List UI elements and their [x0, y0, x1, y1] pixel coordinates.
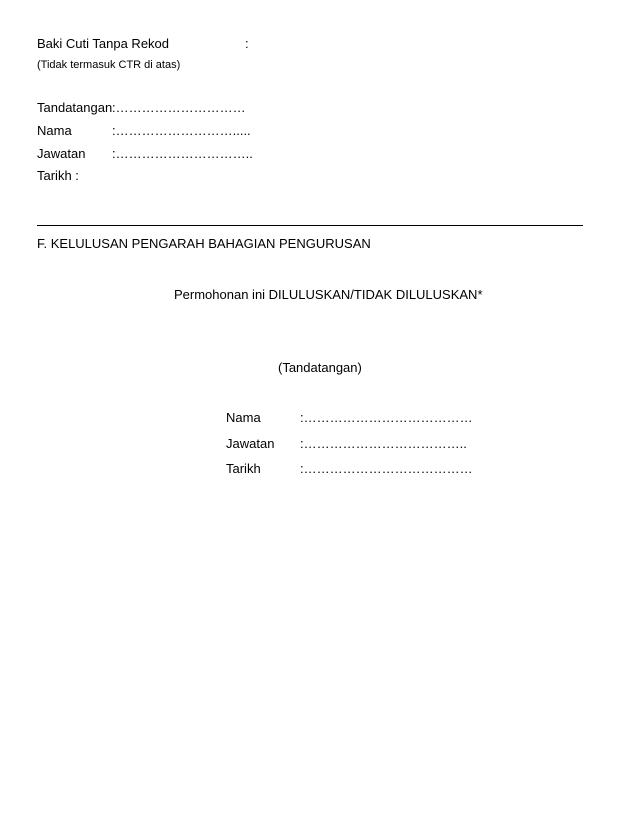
name-label: Nama — [37, 123, 72, 138]
leave-balance-label: Baki Cuti Tanpa Rekod — [37, 36, 170, 51]
section-f-heading: F. KELULUSAN PENGARAH BAHAGIAN PENGURUSAN — [37, 236, 371, 251]
date-label: Tarikh : — [37, 168, 79, 183]
director-date-label: Tarikh — [226, 461, 261, 476]
director-name-label: Nama — [226, 410, 261, 425]
signature-label: Tandatangan — [37, 100, 113, 115]
director-date-field: :………………………………… — [300, 461, 473, 476]
director-position-field: :……………………………….. — [300, 436, 467, 451]
director-name-field: :………………………………… — [300, 410, 473, 425]
signature-field: :………………………… — [112, 100, 246, 115]
director-signature-caption: (Tandatangan) — [278, 360, 362, 375]
leave-balance-note: (Tidak termasuk CTR di atas) — [37, 59, 181, 71]
position-label: Jawatan — [37, 146, 86, 161]
director-position-label: Jawatan — [226, 436, 275, 451]
leave-balance-colon: : — [245, 36, 249, 51]
approval-statement: Permohonan ini DILULUSKAN/TIDAK DILULUSKAN* — [174, 287, 483, 302]
position-field: :………………………….. — [112, 146, 253, 161]
name-field: :………………………..... — [112, 123, 251, 138]
section-divider — [37, 225, 583, 226]
